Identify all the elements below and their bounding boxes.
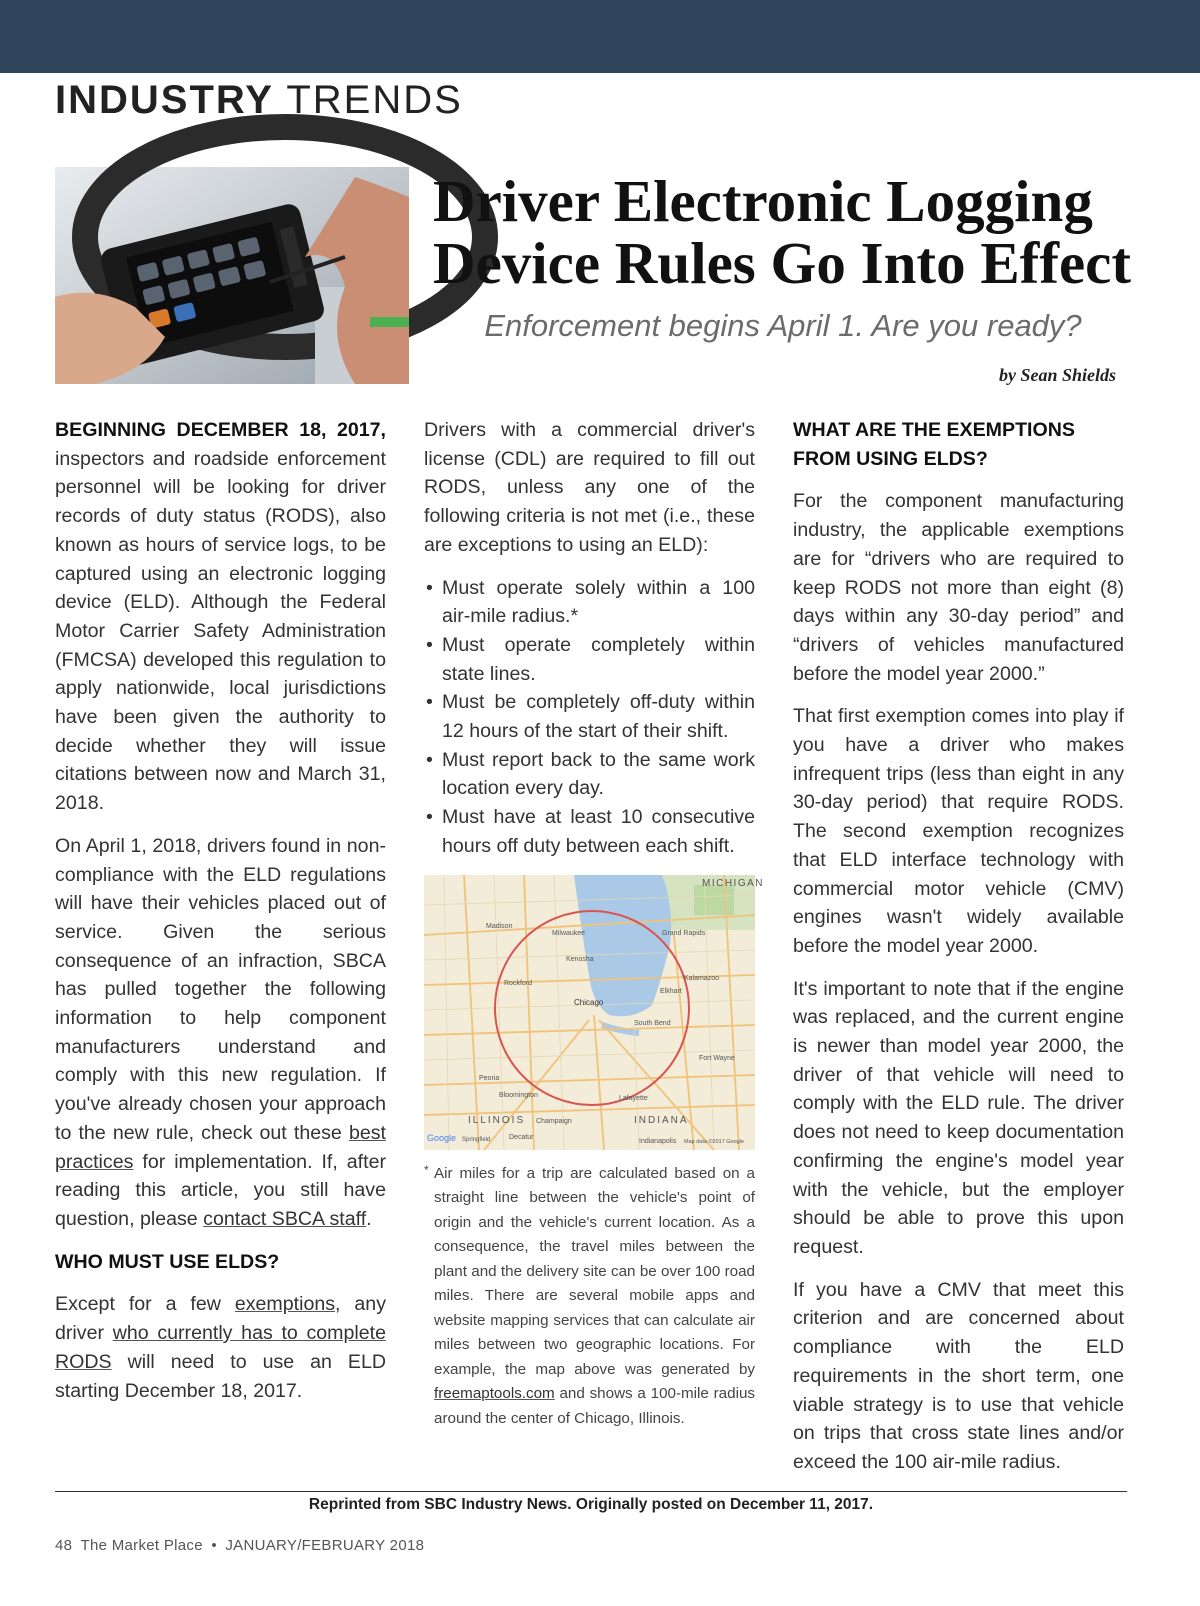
map-label: Champaign xyxy=(536,1117,572,1125)
map-label: Kalamazoo xyxy=(684,974,720,982)
map-label: Decatur xyxy=(509,1133,534,1141)
map-label: Peoria xyxy=(479,1074,500,1082)
section-title-bold: INDUSTRY xyxy=(55,78,274,122)
map-label: Bloomington xyxy=(499,1091,538,1099)
map-label: Fort Wayne xyxy=(699,1054,735,1062)
air-miles-footnote xyxy=(424,1162,755,1432)
map-label: Rockford xyxy=(504,979,533,987)
publication-name: The Market Place xyxy=(80,1537,203,1554)
page-footer xyxy=(55,1537,428,1554)
col1-p2-text-b: for implementation. If, after reading this article, you still have question, please xyxy=(55,1150,386,1230)
map-label: Elkhart xyxy=(660,987,682,995)
col1-lead: BEGINNING DECEMBER 18, 2017, xyxy=(55,419,386,441)
who-must-complete-rods-link[interactable]: who currently has to complete RODS xyxy=(55,1322,386,1373)
column-1 xyxy=(55,416,386,1419)
map-label: INDIANA xyxy=(634,1114,689,1126)
article-subtitle: Enforcement begins April 1. Are you ready? xyxy=(484,308,1082,343)
col1-p3-text-c: will need to use an ELD starting December 18, 2017. xyxy=(55,1350,386,1402)
col1-p3-text-a: Except for a few xyxy=(55,1293,235,1316)
col3-paragraph-1: For the component manufacturing industry, the applicable exemptions are for “drivers who are required to keep RODS not more than eight (8) days within any 30-day period” and “drivers of vehicles manufactured before the model year 2000.” xyxy=(793,490,1124,685)
top-color-bar xyxy=(0,0,1200,73)
map-label: Grand Rapids xyxy=(662,929,706,937)
map-label: Chicago xyxy=(574,997,604,1007)
map-label: South Bend xyxy=(634,1019,671,1027)
criteria-item: • Must operate solely within a 100 air-mile radius.* xyxy=(424,574,755,631)
page-number: 48 xyxy=(55,1537,73,1554)
col1-p1-text: inspectors and roadside enforcement personnel will be looking for driver records of duty status (RODS), also known as hours of service logs, to be captured using an electronic logging device (ELD). Although the Federal Motor Carrier Safety Administration (FMCSA) developed this regulation to apply nationwide, local jurisdictions have been given the authority to decide whether they will issue citations between now and March 31, 2018. xyxy=(55,447,386,815)
column-3 xyxy=(793,416,1124,1491)
map-label: ILLINOIS xyxy=(468,1114,526,1126)
col1-paragraph-1 xyxy=(55,416,386,818)
contact-sbca-staff-link[interactable]: contact SBCA staff xyxy=(203,1207,367,1230)
reprint-notice: Reprinted from SBC Industry News. Originally posted on December 11, 2017. xyxy=(308,1496,874,1513)
article-title: Driver Electronic Logging Device Rules Go Into Effect xyxy=(433,168,1132,296)
col3-paragraph-4: If you have a CMV that meet this criterion and are concerned about compliance with the ELD requirements in the short term, one viable strategy is to use that vehicle on trips that cross state lines and/or exceed the 100 air-mile radius. xyxy=(793,1278,1124,1473)
map-label: Google xyxy=(427,1132,457,1143)
article-byline: by Sean Shields xyxy=(998,365,1116,385)
exemptions-link[interactable]: exemptions xyxy=(234,1293,336,1316)
map-label: Indianapolis xyxy=(639,1137,677,1145)
column-2 xyxy=(424,416,764,1431)
map-label: MICHIGAN xyxy=(702,877,764,889)
heading-exemptions: WHAT ARE THE EXEMPTIONS FROM USING ELDS? xyxy=(793,419,1075,470)
best-practices-link[interactable]: best practices xyxy=(55,1121,386,1173)
footnote-text-b: and shows a 100-mile radius around the center of Chicago, Illinois. xyxy=(434,1385,755,1427)
col1-p2-text-a: On April 1, 2018, drivers found in non-compliance with the ELD regulations will have their vehicles placed out of service. Given the serious consequence of an infraction, SBCA has pulled together the following information to help component manufacturers understand and comply with this new regulation. If you've already chosen your approach to the new rule, check out these xyxy=(55,834,386,1144)
map-label: Lafayette xyxy=(619,1094,648,1102)
hero-photo xyxy=(55,167,409,384)
driver-tablet-photo xyxy=(55,167,409,384)
map-label: Kenosha xyxy=(566,955,594,963)
criteria-item: • Must have at least 10 consecutive hours off duty between each shift. xyxy=(424,803,755,860)
criteria-item: • Must be completely off-duty within 12 hours of the start of their shift. xyxy=(424,688,755,745)
col1-paragraph-3 xyxy=(55,1290,386,1405)
col1-p2-text-c: . xyxy=(366,1207,372,1230)
section-title-light: TRENDS xyxy=(286,78,463,122)
col1-paragraph-2 xyxy=(55,832,386,1234)
col3-paragraph-3: It's important to note that if the engine was replaced, and the current engine is newer than model year 2000, the driver of that vehicle will need to comply with the ELD rule. The driver does not need to keep documentation confirming the engine's model year with the vehicle, but the employer should be able to prove this upon request. xyxy=(793,977,1124,1258)
col1-p3-text-b: , any driver xyxy=(55,1293,387,1345)
footnote-star: * xyxy=(424,1162,429,1177)
criteria-item: • Must report back to the same work location every day. xyxy=(424,746,755,803)
criteria-item: • Must operate completely within state lines. xyxy=(424,631,755,688)
map-label: Springfield xyxy=(462,1136,491,1143)
freemaptools-link[interactable]: freemaptools.com xyxy=(434,1385,555,1403)
footer-bullet: • xyxy=(211,1537,217,1554)
map-label: Map data ©2017 Google xyxy=(684,1138,745,1145)
col2-intro: Drivers with a commercial driver's license (CDL) are required to fill out RODS, unless any one of the following criteria is not met (i.e., these are exceptions to using an ELD): xyxy=(424,419,755,556)
footnote-text-a: Air miles for a trip are calculated based on a straight line between the vehicle's point of origin and the vehicle's current location. As a consequence, the travel miles between the plant and the delivery site can be over 100 road miles. There are several mobile apps and website mapping services that can calculate air miles between two geographic locations. For example, the map above was generated by xyxy=(434,1164,755,1378)
criteria-list xyxy=(424,574,755,861)
issue-date: JANUARY/FEBRUARY 2018 xyxy=(225,1537,425,1554)
chicago-radius-map xyxy=(424,875,764,1150)
heading-who-must-use-elds: WHO MUST USE ELDS? xyxy=(55,1250,280,1273)
footer-divider xyxy=(55,1491,1127,1492)
map-label: Madison xyxy=(486,922,513,930)
map-label: Milwaukee xyxy=(552,929,586,937)
col3-paragraph-2: That first exemption comes into play if you have a driver who makes infrequent trips (less than eight in any 30-day period) that require RODS. The second exemption recognizes that ELD interface technology with commercial motor vehicle (CMV) engines wasn't widely available before the model year 2000. xyxy=(793,705,1124,957)
map-graphic xyxy=(424,875,764,1150)
